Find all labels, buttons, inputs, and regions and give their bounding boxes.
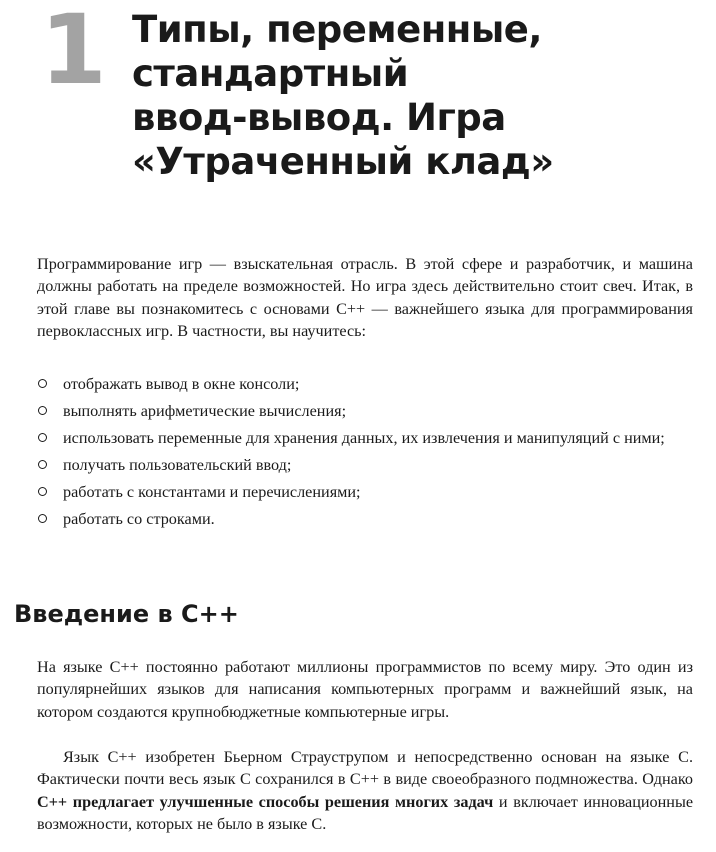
circle-bullet-icon [38,406,47,415]
list-item [37,454,701,476]
paragraph-text: и включает инновационные возможности, которых не было в языке C. [37,792,694,834]
list-item-text: работать с константами и перечислениями; [63,483,361,501]
list-item-text: отображать вывод в окне консоли; [63,375,300,393]
chapter-header [0,0,716,215]
intro-paragraph: Программирование игр — взыскательная отрасль. В этой сфере и разработчик, и машина должны работать на пределе возможностей. Но игра здесь действительно стоит свеч. Итак, в этой главе вы познакомитесь с основами C++ — важнейшего языка для программирования первоклассных игр. В частности, вы научитесь: [37,255,693,341]
circle-bullet-icon [38,460,47,469]
section-paragraph-2 [37,746,693,836]
circle-bullet-icon [38,514,47,523]
chapter-title [132,8,692,184]
section-heading: Введение в C++ [14,600,239,628]
goals-list [37,373,701,535]
section-paragraph-1: На языке C++ постоянно работают миллионы программистов по всему миру. Это один из популярнейших языков для написания компьютерных программ и важнейший язык, на котором создаются крупнобюджетные компьютерные игры. [37,658,693,721]
circle-bullet-icon [38,379,47,388]
chapter-title-line: ввод-вывод. Игра [132,96,506,139]
chapter-title-line: «Утраченный клад» [132,140,554,183]
list-item [37,508,701,530]
circle-bullet-icon [38,487,47,496]
list-item [37,400,701,422]
bold-emphasis: C++ предлагает улучшенные способы решения многих задач [37,792,494,811]
paragraph-text: Язык C++ изобретен Бьерном Страуструпом и непосредственно основан на языке C. Фактически почти весь язык C сохранился в C++ в виде своеобразного подмножества. Однако [37,748,693,789]
list-item-text: работать со строками. [63,510,215,528]
chapter-number: 1 [40,0,105,106]
list-item-text: выполнять арифметические вычисления; [63,402,347,420]
list-item-text: использовать переменные для хранения данных, их извлечения и манипуляций с ними; [63,429,665,447]
list-item [37,481,701,503]
chapter-title-line: Типы, переменные, [132,8,542,51]
list-item [37,373,701,395]
chapter-title-line: стандартный [132,52,409,95]
list-item [37,427,701,449]
list-item-text: получать пользовательский ввод; [63,456,292,474]
circle-bullet-icon [38,433,47,442]
